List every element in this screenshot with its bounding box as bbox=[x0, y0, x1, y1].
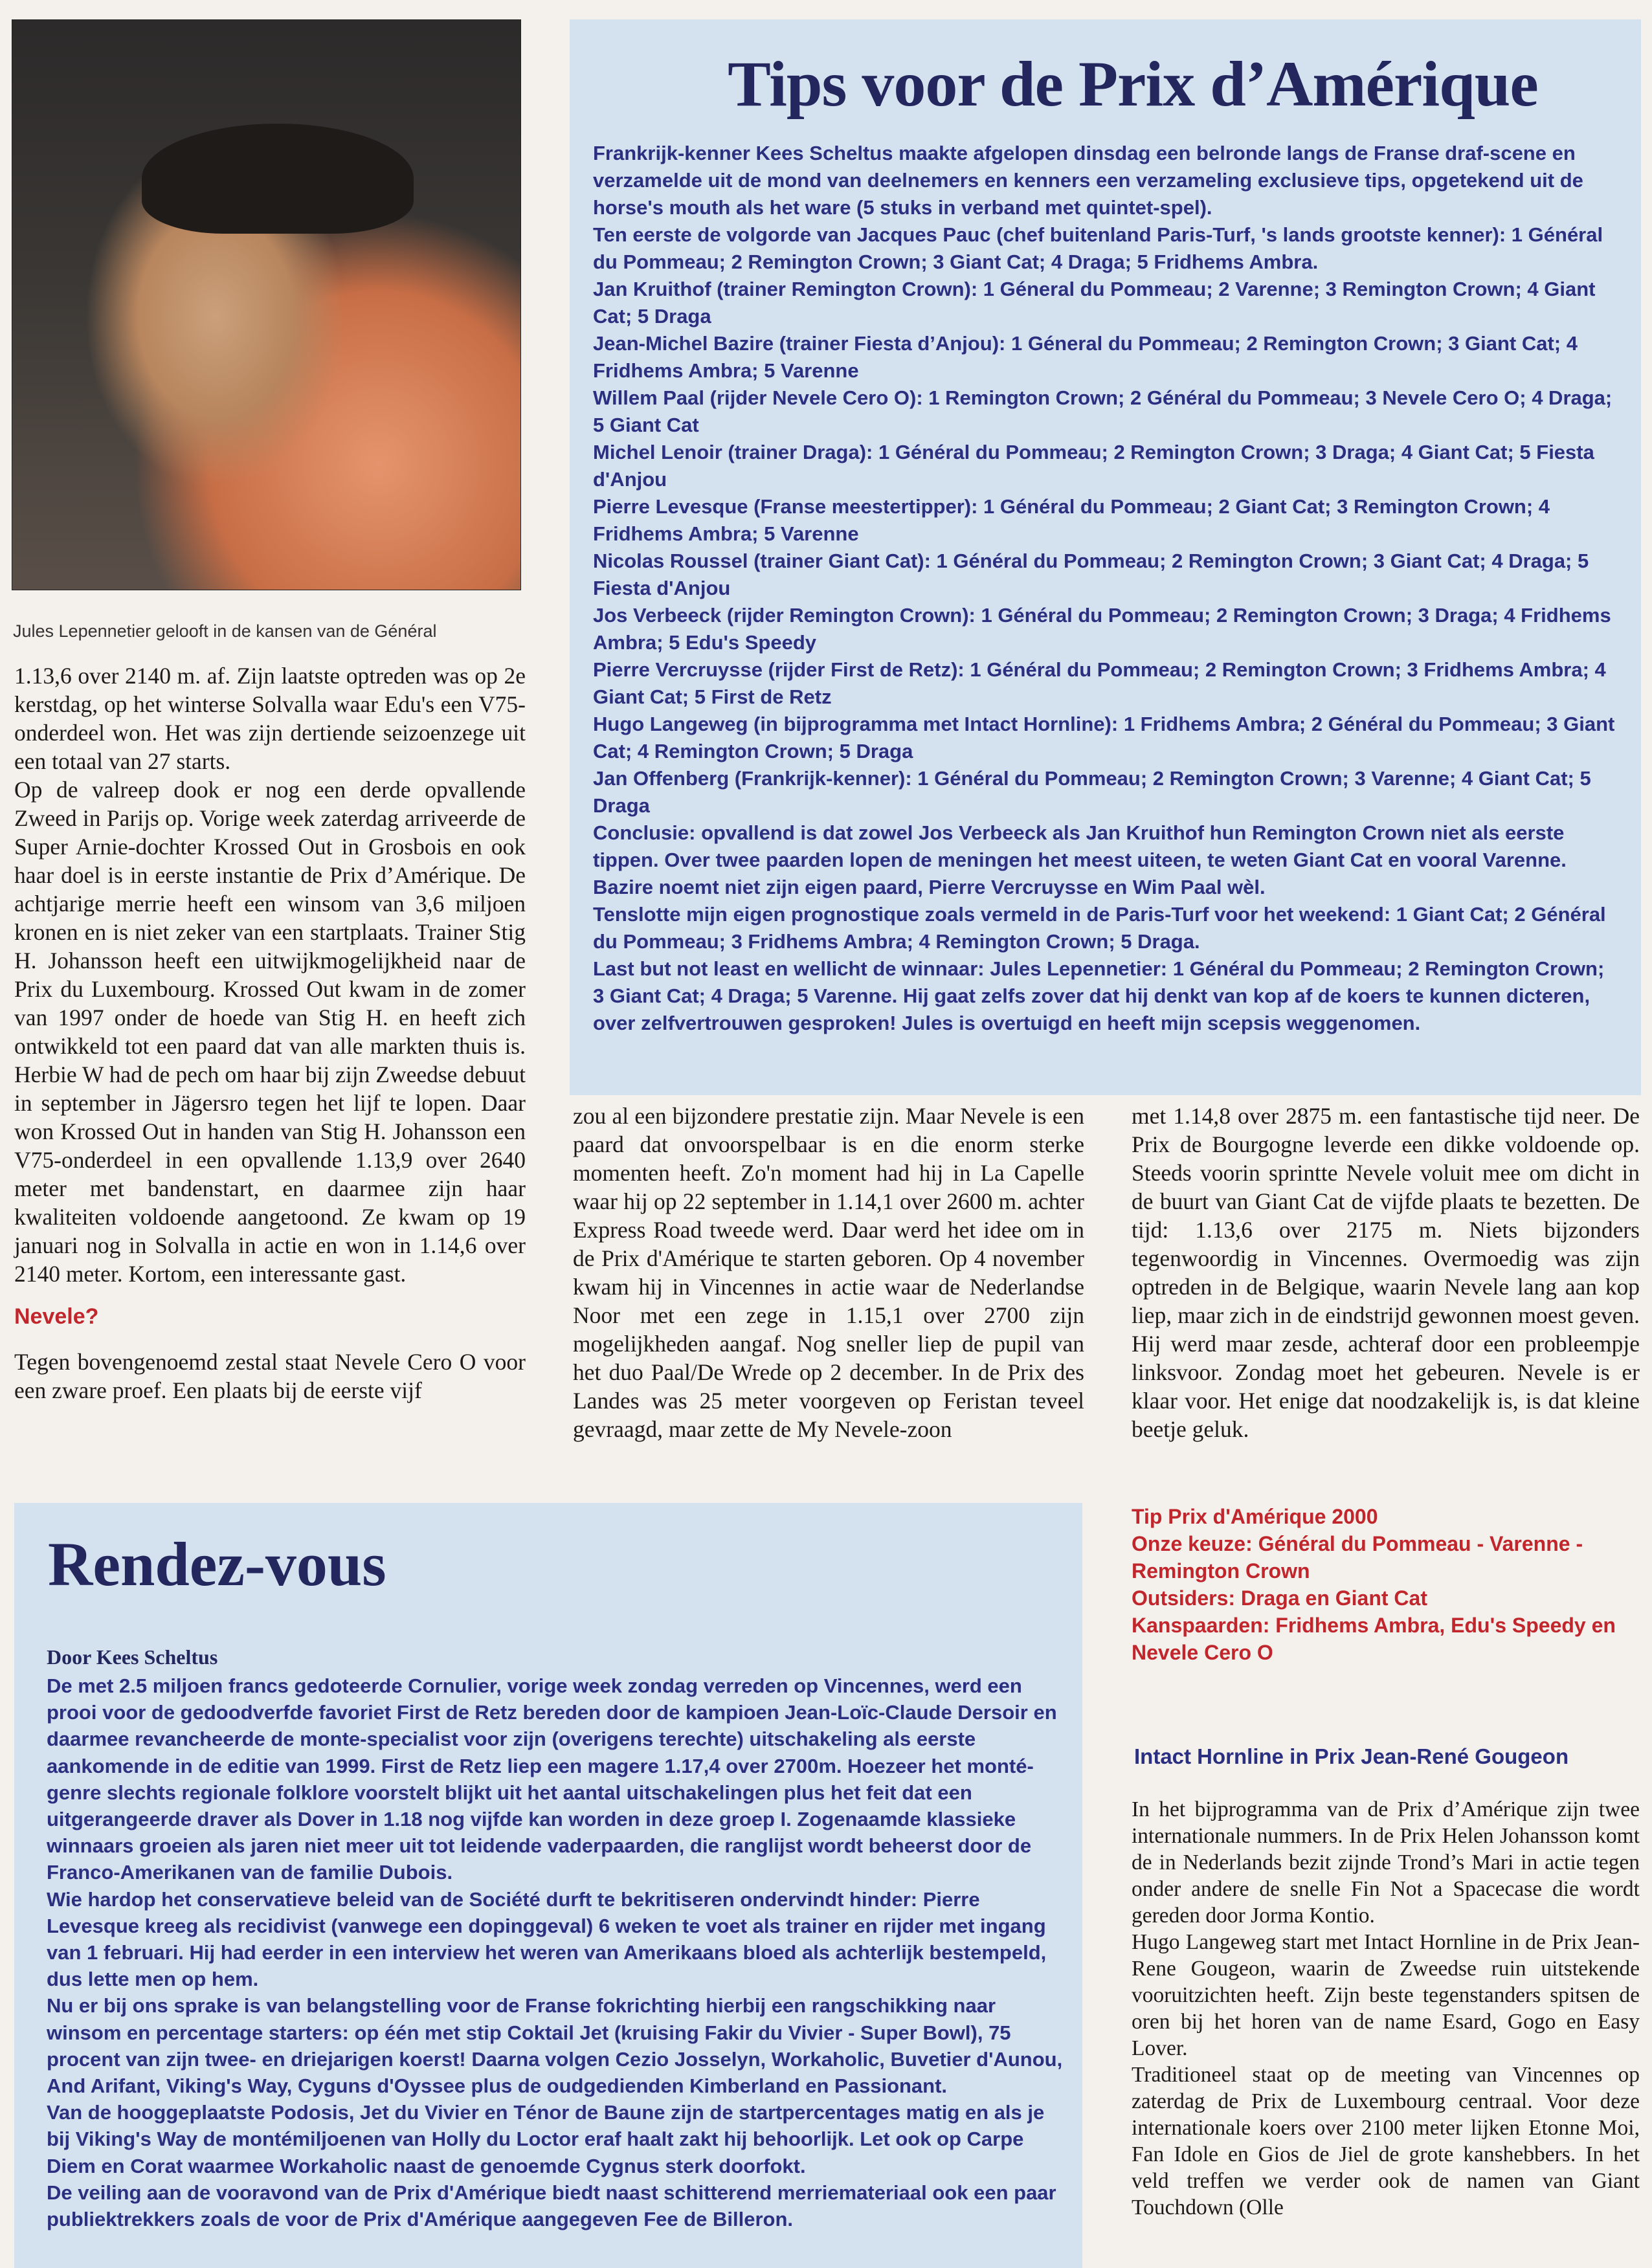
tip-prix-title: Tip Prix d'Amérique 2000 bbox=[1132, 1505, 1378, 1528]
rendezvous-byline: Door Kees Scheltus bbox=[47, 1645, 218, 1669]
tips-paragraph: Jos Verbeeck (rijder Remington Crown): 1 Général du Pommeau; 2 Remington Crown; 3 Draga; 4 Fridhems Ambra; 5 Edu's Speedy bbox=[593, 604, 1611, 654]
article-paragraph: zou al een bijzondere prestatie zijn. Maar Nevele is een paard dat onvoorspelbaar is en die enorm sterke momenten heeft. Zo'n moment had hij in La Capelle waar hij op 22 september in 1.14,1 over 2600 m. achter Express Road tweede werd. Daar werd het idee om in de Prix d'Amérique te starten geboren. Op 4 november kwam hij in Vincennes in actie waar de Nederlandse Noor met een zege in 1.15,1 over 2700 zijn mogelijkheden aangaf. Nog sneller liep de pupil van het duo Paal/De Wrede op 2 december. In de Prix des Landes was 25 meter voorgeven op Feristan teveel gevraagd, maar zette de My Nevele-zoon bbox=[573, 1103, 1084, 1442]
portrait-photo bbox=[12, 19, 521, 590]
article-column-1 bbox=[14, 662, 526, 1405]
rendezvous-paragraph: Van de hooggeplaatste Podosis, Jet du Vivier en Ténor de Baune zijn de startpercentages matig en als je bij Viking's Way de montémiljoenen van Holly du Loctor eraf haalt zakt hij behoorlijk. Let ook op Carpe Diem en Corat waarmee Workaholic naast de genoemde Cygnus sterk doorfokt. bbox=[47, 2101, 1045, 2177]
tip-prix-keuze: Onze keuze: Général du Pommeau - Varenne - Remington Crown bbox=[1132, 1532, 1583, 1583]
tips-paragraph: Conclusie: opvallend is dat zowel Jos Verbeeck als Jan Kruithof hun Remington Crown niet als eerste tippen. Over twee paarden lopen de meningen het meest uiteen, te weten Giant Cat en vooral Varenne. Bazire noemt niet zijn eigen paard, Pierre Vercruysse en Wim Paal wèl. bbox=[593, 821, 1567, 898]
photo-caption: Jules Lepennetier gelooft in de kansen van de Général bbox=[13, 621, 437, 641]
tips-paragraph: Pierre Levesque (Franse meestertipper): 1 Général du Pommeau; 2 Giant Cat; 3 Remington Crown; 4 Fridhems Ambra; 5 Varenne bbox=[593, 495, 1550, 545]
rendezvous-paragraph: Wie hardop het conservatieve beleid van de Société durft te bekritiseren ondervindt hinder: Pierre Levesque kreeg als recidivist (vanwege een dopinggeval) 6 weken te voet als trainer en rijder met ingang van 1 februari. Hij had eerder in een interview het weren van Amerikaans bloed als achterlijk bestempeld, dus lette men op hem. bbox=[47, 1887, 1047, 1991]
portrait-hair bbox=[142, 124, 414, 234]
intact-heading: Intact Hornline in Prix Jean-René Gougeon bbox=[1134, 1744, 1569, 1768]
rendezvous-paragraph: Nu er bij ons sprake is van belangstelling voor de Franse fokrichting hierbij een rangschikking naar winsom en percentage starters: op één met stip Coktail Jet (kruising Fakir du Vivier - Super Bowl), 75 procent van zijn twee- en driejarigen koerst! Daarna volgen Cezio Josselyn, Workaholic, Buvetier d'Aunou, And Arifant, Viking's Way, Cyguns d'Oyssee plus de oudgedienden Kimberland en Passionant. bbox=[47, 1994, 1063, 2098]
rendezvous-body bbox=[47, 1673, 1063, 2232]
article-column-3 bbox=[1132, 1102, 1640, 1443]
tips-paragraph: Last but not least en wellicht de winnaar: Jules Lepennetier: 1 Général du Pommeau; 2 Remington Crown; 3 Giant Cat; 4 Draga; 5 Varenne. Hij gaat zelfs zover dat hij denkt van kop af de koers te kunnen dicteren, over zelfvertrouwen gesproken! Jules is overtuigd en heeft mijn scepsis weggenomen. bbox=[593, 957, 1605, 1034]
intact-paragraph: Traditioneel staat op de meeting van Vincennes op zaterdag de Prix de Luxembourg centraal. Voor deze internationale koers over 2100 meter lijken Etonne Moi, Fan Idole en Gios de Jiel de grote kanshebbers. In het veld treffen we verder ook de namen van Giant Touchdown (Olle bbox=[1132, 2063, 1640, 2219]
tips-paragraph: Jan Offenberg (Frankrijk-kenner): 1 Général du Pommeau; 2 Remington Crown; 3 Varenne; 4 Giant Cat; 5 Draga bbox=[593, 767, 1591, 817]
tips-box bbox=[570, 19, 1641, 1095]
tips-paragraph: Willem Paal (rijder Nevele Cero O): 1 Remington Crown; 2 Général du Pommeau; 3 Nevele Cero O; 4 Draga; 5 Giant Cat bbox=[593, 386, 1613, 436]
tips-paragraph: Tenslotte mijn eigen prognostique zoals vermeld in de Paris-Turf voor het weekend: 1 Giant Cat; 2 Général du Pommeau; 3 Fridhems Ambra; 4 Remington Crown; 5 Draga. bbox=[593, 903, 1606, 953]
rendezvous-paragraph: De veiling aan de vooravond van de Prix d'Amérique biedt naast schitterend merriemateriaal ook een paar publiektrekkers zoals de voor de Prix d'Amérique aangegeven Fee de Billeron. bbox=[47, 2181, 1056, 2231]
tip-prix-block bbox=[1132, 1503, 1643, 1666]
tips-paragraph: Jean-Michel Bazire (trainer Fiesta d’Anjou): 1 Géneral du Pommeau; 2 Remington Crown; 3 Giant Cat; 4 Fridhems Ambra; 5 Varenne bbox=[593, 332, 1578, 382]
tips-paragraph: Hugo Langeweg (in bijprogramma met Intact Hornline): 1 Fridhems Ambra; 2 Général du Pommeau; 3 Giant Cat; 4 Remington Crown; 5 Draga bbox=[593, 713, 1615, 762]
tip-prix-outsiders: Outsiders: Draga en Giant Cat bbox=[1132, 1586, 1427, 1610]
rendezvous-title: Rendez-vous bbox=[48, 1529, 386, 1599]
article-paragraph: Op de valreep dook er nog een derde opvallende Zweed in Parijs op. Vorige week zaterdag arriveerde de Super Arnie-dochter Krossed Out in Grosbois en ook haar doel is in eerste instantie de Prix d’Amérique. De achtjarige merrie heeft een winsom van 3,6 miljoen kronen en is niet zeker van een startplaats. Trainer Stig H. Johansson heeft een uitwijkmogelijkheid naar de Prix du Luxembourg. Krossed Out kwam in de zomer van 1997 onder de hoede van Stig H. en heeft zich ontwikkeld tot een paard dat van alle markten thuis is. Herbie W had de pech om haar bij zijn Zweedse debuut in september in Jägersro tegen het lijf te lopen. Daar won Krossed Out in handen van Stig H. Johansson een V75-onderdeel in een opvallende 1.13,9 over 2640 meter met bandenstart, en daarmee zijn haar kwaliteiten voldoende aangetoond. Ze kwam op 19 januari nog in Solvalla in actie en won in 1.14,6 over 2140 meter. Kortom, een interessante gast. bbox=[14, 777, 526, 1287]
article-paragraph: 1.13,6 over 2140 m. af. Zijn laatste optreden was op 2e kerstdag, op het winterse Solvalla waar Edu's een V75-onderdeel won. Het was zijn dertiende seizoenzege uit een totaal van 27 starts. bbox=[14, 663, 526, 774]
tip-prix-kanspaarden: Kanspaarden: Fridhems Ambra, Edu's Speedy en Nevele Cero O bbox=[1132, 1614, 1616, 1664]
tips-paragraph: Michel Lenoir (trainer Draga): 1 Général du Pommeau; 2 Remington Crown; 3 Draga; 4 Giant Cat; 5 Fiesta d'Anjou bbox=[593, 441, 1594, 491]
rendezvous-box bbox=[14, 1503, 1082, 2268]
article-paragraph: met 1.14,8 over 2875 m. een fantastische tijd neer. De Prix de Bourgogne leverde een dikke voldoende op. Steeds voorin sprintte Nevele voluit mee om dicht in de buurt van Giant Cat de vijfde plaats te bezetten. De tijd: 1.13,6 over 2175 m. Niets bijzonders tegenwoordig in Vincennes. Overmoedig was zijn optreden in de Belgique, waarin Nevele lang aan kop liep, maar zich in de eindstrijd gewonnen moest geven. Hij werd maar zesde, achteraf door een probleempje linksvoor. Zondag moet het gebeuren. Nevele is er klaar voor. Het enige dat noodzakelijk is, is dat kleine beetje geluk. bbox=[1132, 1103, 1640, 1442]
intact-paragraph: In het bijprogramma van de Prix d’Amérique zijn twee internationale nummers. In de Prix Helen Johansson komt de in Nederlands bezit zijnde Trond’s Mari in actie tegen onder andere de snelle Fin Not a Spacecase die wordt gereden door Jorma Kontio. bbox=[1132, 1797, 1640, 1928]
tips-paragraph: Nicolas Roussel (trainer Giant Cat): 1 Général du Pommeau; 2 Remington Crown; 3 Giant Cat; 4 Draga; 5 Fiesta d'Anjou bbox=[593, 550, 1589, 599]
tips-paragraph: Ten eerste de volgorde van Jacques Pauc (chef buitenland Paris-Turf, 's lands grootste kenner): 1 Général du Pommeau; 2 Remington Crown; 3 Giant Cat; 4 Draga; 5 Fridhems Ambra. bbox=[593, 223, 1603, 273]
tips-title: Tips voor de Prix d’Amérique bbox=[728, 48, 1538, 120]
tips-body bbox=[593, 140, 1616, 1037]
intact-column bbox=[1132, 1796, 1640, 2221]
tips-paragraph: Frankrijk-kenner Kees Scheltus maakte afgelopen dinsdag een belronde langs de Franse draf-scene en verzamelde uit de mond van deelnemers en kenners een verzameling exclusieve tips, opgetekend uit de horse's mouth als het ware (5 stuks in verband met quintet-spel). bbox=[593, 142, 1583, 219]
subheading-nevele: Nevele? bbox=[14, 1304, 99, 1329]
intact-paragraph: Hugo Langeweg start met Intact Hornline in de Prix Jean-Rene Gougeon, waarin de Zweedse ruin uitstekende vooruitzichten heeft. Zijn beste tegenstanders spitsen de oren bij het horen van de name Esard, Gogo en Easy Lover. bbox=[1132, 1930, 1640, 2060]
tips-paragraph: Jan Kruithof (trainer Remington Crown): 1 Géneral du Pommeau; 2 Varenne; 3 Remington Crown; 4 Giant Cat; 5 Draga bbox=[593, 278, 1596, 328]
article-column-2 bbox=[573, 1102, 1084, 1443]
tips-paragraph: Pierre Vercruysse (rijder First de Retz): 1 Général du Pommeau; 2 Remington Crown; 3 Fridhems Ambra; 4 Giant Cat; 5 First de Retz bbox=[593, 658, 1606, 708]
rendezvous-paragraph: De met 2.5 miljoen francs gedoteerde Cornulier, vorige week zondag verreden op Vincennes, werd een prooi voor de gedoodverfde favoriet First de Retz bereden door de kampioen Jean-Loïc-Claude Dersoir en daarmee revancheerde de monte-specialist voor zijn (overigens terechte) uitschakeling als eerste aankomende in de editie van 1999. First de Retz liep een magere 1.17,4 over 2700m. Hoezeer het monté-genre slechts regionale folklore voorstelt blijkt uit het aantal uitschakelingen plus het feit dat een uitgerangeerde draver als Dover in 1.18 nog vijfde kan worden in deze groep I. Zogenaamde klassieke winnaars groeien als jaren niet meer uit tot leidende vaderpaarden, die ranglijst wordt beheerst door de Franco-Amerikanen van de familie Dubois. bbox=[47, 1674, 1057, 1884]
article-paragraph: Tegen bovengenoemd zestal staat Nevele Cero O voor een zware proef. Een plaats bij de eerste vijf bbox=[14, 1349, 526, 1403]
